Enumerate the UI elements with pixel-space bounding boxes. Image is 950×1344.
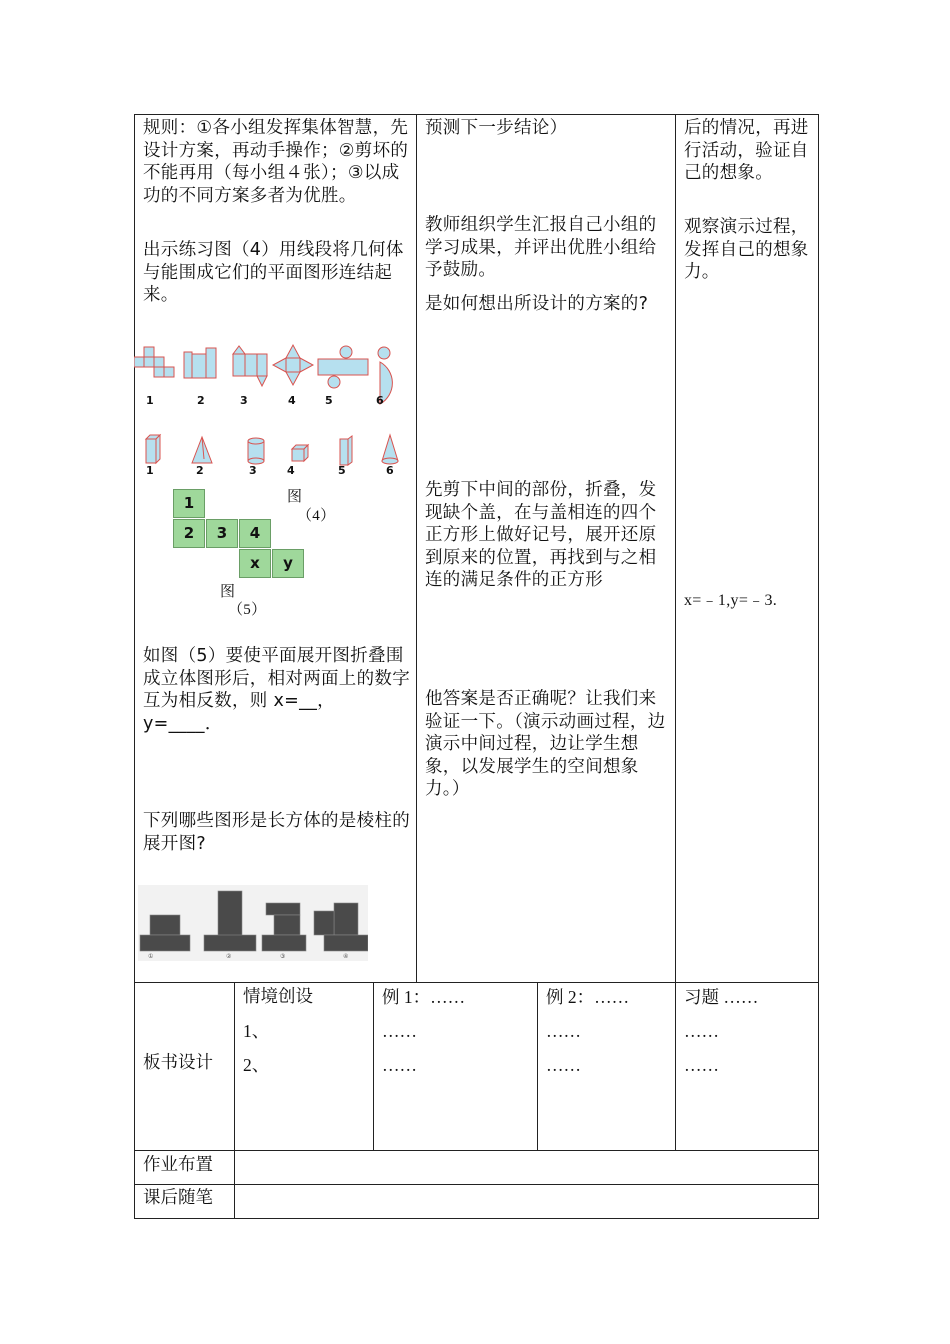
- net-3: [233, 346, 267, 386]
- board-c1-line3: 2、: [243, 1055, 270, 1075]
- grid-cell-3: 3: [206, 519, 238, 548]
- solids-number-row: [146, 464, 426, 480]
- row-divider-board: [134, 982, 819, 983]
- fig4-caption-word: 图: [287, 487, 303, 505]
- solid-number-2: 2: [196, 464, 204, 477]
- solid-number-6: 6: [386, 464, 394, 477]
- fig5-caption-word: 图: [220, 582, 236, 600]
- board-c3-line1: 例 2：……: [546, 987, 630, 1007]
- solid-6-cone: [382, 435, 398, 464]
- grid-cell-y: y: [272, 549, 304, 578]
- grid-cell-2: 2: [173, 519, 205, 548]
- notes-label: 课后随笔: [143, 1188, 213, 1208]
- nets-photo: [138, 885, 368, 961]
- net-1: [134, 347, 174, 377]
- row-divider-notes: [134, 1184, 819, 1185]
- net-number-5: 5: [325, 394, 333, 407]
- solids-figure: [140, 433, 410, 467]
- board-c2-line1: 例 1：……: [382, 987, 466, 1007]
- solid-number-4: 4: [287, 464, 295, 477]
- net-2: [184, 348, 216, 378]
- col3-answer: x=﹣1,y=﹣3.: [684, 592, 778, 609]
- fig5-caption-number: （5）: [228, 602, 267, 618]
- board-c1-line2: 1、: [243, 1021, 270, 1041]
- solid-number-1: 1: [146, 464, 154, 477]
- board-c2-line3: ……: [382, 1055, 417, 1075]
- net-number-6: 6: [376, 394, 384, 407]
- board-c1-line1: 情境创设: [243, 987, 313, 1007]
- photo-label-2: ②: [226, 954, 232, 960]
- row-divider-homework: [134, 1150, 819, 1151]
- board-c3-line2: ……: [546, 1021, 581, 1041]
- solid-5-prism: [340, 436, 352, 465]
- fig5-grid: [173, 489, 305, 579]
- homework-label: 作业布置: [143, 1155, 213, 1175]
- col2-verify: 他答案是否正确呢？让我们来验证一下。（演示动画过程，边演示中间过程，边让学生想象，以发展学生的空间想象力。）: [425, 689, 666, 799]
- board-label: 板书设计: [143, 1053, 213, 1073]
- photo-label-3: ③: [280, 954, 286, 960]
- net-4: [273, 345, 313, 385]
- board-col-divider-1: [373, 982, 374, 1150]
- grid-cell-x: x: [239, 549, 271, 578]
- col2-how-designed: 是如何想出所设计的方案的?: [425, 294, 649, 314]
- solid-1-prism: [146, 435, 160, 463]
- net-number-2: 2: [197, 394, 205, 407]
- grid-cell-4: 4: [239, 519, 271, 548]
- grid-cell-1: 1: [173, 489, 205, 518]
- net-number-1: 1: [146, 394, 154, 407]
- solid-3-cylinder: [248, 438, 264, 464]
- table-top-border: [134, 114, 819, 115]
- board-c3-line3: ……: [546, 1055, 581, 1075]
- col-divider-2: [675, 114, 676, 1150]
- col2-method: 先剪下中间的部份，折叠，发现缺个盖，在与盖相连的四个正方形上做好记号，展开还原到原来的位置，再找到与之相连的满足条件的正方形: [425, 480, 657, 590]
- fig4-instruction: 出示练习图（4）用线段将几何体与能围成它们的平面图形连结起来。: [143, 240, 404, 305]
- board-c2-line2: ……: [382, 1021, 417, 1041]
- table-left-border: [134, 114, 135, 1219]
- board-c4-line2: ……: [684, 1021, 719, 1041]
- board-c4-line3: ……: [684, 1055, 719, 1075]
- board-col-divider-2: [537, 982, 538, 1150]
- col2-teacher-report: 教师组织学生汇报自己小组的学习成果，并评出优胜小组给予鼓励。: [425, 215, 657, 280]
- net-5: [318, 346, 368, 388]
- solid-number-5: 5: [338, 464, 346, 477]
- photo-label-4: ④: [343, 954, 349, 960]
- net-number-4: 4: [288, 394, 296, 407]
- rules-text: 规则：①各小组发挥集体智慧，先设计方案，再动手操作；②剪坏的不能再用（每小组４张）；③以成功的不同方案多者为优胜。: [143, 118, 409, 206]
- question-fig5: 如图（5）要使平面展开图折叠围成立体图形后，相对两面上的数字互为相反数，则 x=__，y=____．: [143, 646, 410, 734]
- table-right-border: [818, 114, 819, 1219]
- nets-number-row: [146, 394, 426, 414]
- col2-predict-text: 预测下一步结论）: [425, 118, 568, 138]
- fig4-caption-number: （4）: [297, 508, 336, 524]
- board-c4-line1: 习题 ……: [684, 987, 759, 1007]
- col3-observe: 观察演示过程，发挥自己的想象力。: [684, 217, 809, 282]
- question-nets: 下列哪些图形是长方体的是棱柱的展开图?: [143, 811, 410, 854]
- table-bottom-border: [134, 1218, 819, 1219]
- col-divider-1: [416, 114, 417, 982]
- solid-4-cube: [292, 445, 308, 461]
- solid-number-3: 3: [249, 464, 257, 477]
- net-number-3: 3: [240, 394, 248, 407]
- photo-label-1: ①: [148, 954, 154, 960]
- col3-verify-imagination: 后的情况，再进行活动，验证自己的想象。: [684, 118, 809, 183]
- solid-2-pyramid: [192, 437, 212, 463]
